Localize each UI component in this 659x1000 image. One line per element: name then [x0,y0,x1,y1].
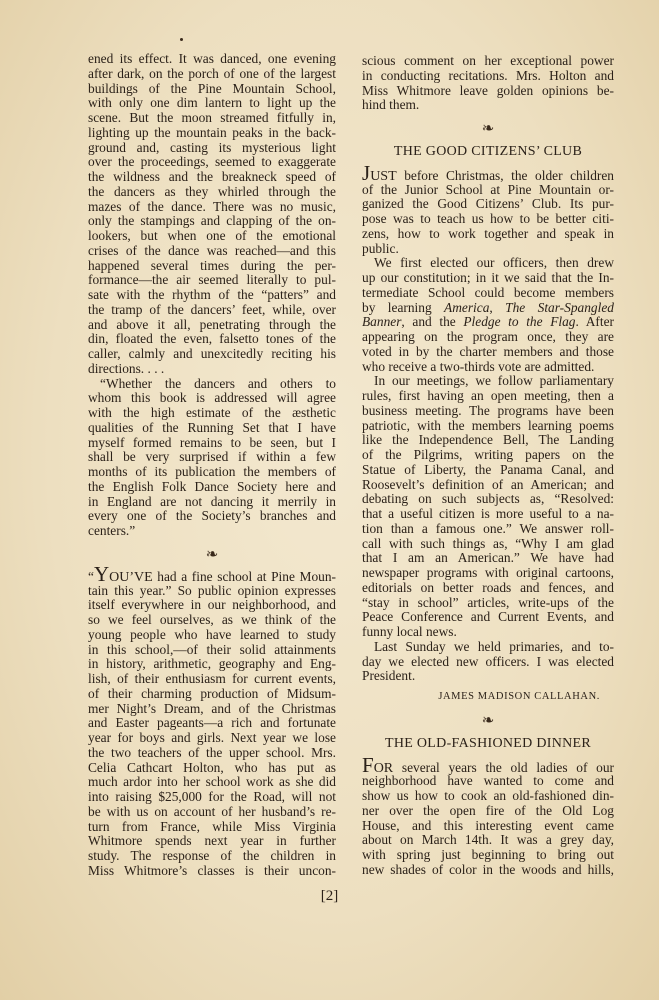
text-line: tain this year.” So public opinion expresses [88,582,336,598]
text-line: by learning America, The Star-Spangled [362,299,614,315]
text-line: We first elected our officers, then drew [374,255,614,271]
text-line: year for boys and girls. Next year we lose [88,730,336,745]
text-line: up our constitution; in it we said that the In- [362,270,614,285]
paragraph [362,256,614,374]
text-line: Last Sunday we held primaries, and to- [374,638,614,654]
section-heading: THE OLD-FASHIONED DINNER [384,735,592,751]
text-line: In our meetings, we follow parliamentary [374,373,614,389]
text-line: rules, first having an open meeting, then a [362,388,614,403]
paragraph [362,374,614,640]
text-line: ganized the Good Citizens’ Club. Its pur- [362,196,614,212]
text-line: with only one dim lantern to light up the [88,95,336,111]
text-line: Miss Whitmore leave golden opinions be- [362,82,614,98]
text-line: formance—the air seemed literally to pul- [88,272,336,288]
text-line: buildings of the Pine Mountain School, [88,80,336,96]
text-line: “stay in school” articles, write-ups of the [362,594,614,610]
text-line: new shades of color in the woods and hills, [362,861,614,877]
text-line: months of its publication the members of [88,464,336,479]
text-line: day we elected new officers. I was elected [362,653,614,669]
text-line: lookers, but when one of the emotional [88,228,336,243]
text-line: neighborhood have wanted to come and [362,773,614,789]
text-line: of the Junior School at Pine Mountain or- [362,181,614,197]
paragraph [88,377,336,539]
text-line: crises of the dance was reached—and this [88,242,336,258]
text-line: Celia Cathcart Holton, who has put as [88,759,336,775]
text-line: show us how to cook an old-fashioned din- [362,788,614,803]
text-line: and Easter pageants—a rich and fortunate [88,715,336,731]
paragraph [362,160,614,257]
left-column [88,52,336,879]
initial-capital: Y [93,561,110,586]
text-line: din, floated the even, falsetto tones of the [88,331,336,347]
text-line: so we feel ourselves, as we think of the [88,612,336,627]
text-line: into raising $25,000 for the Road, will not [88,789,336,804]
text-line: sate with the rhythm of the “patters” and [88,287,336,302]
paragraph [362,752,614,878]
text-line: directions. . . . [88,360,165,376]
text-line: Miss Whitmore’s classes is their uncon- [88,862,336,878]
text-line: hind them. [362,97,420,113]
text-line: the dancers as they whirled through the [88,183,336,199]
text-line: Whitmore spends next year in further [88,833,336,849]
text-line: mer Night’s Dream, and of the Christmas [88,700,336,716]
text-line: the tramp of the dancers’ feet, while, over [88,301,336,317]
text-line: Statue of Liberty, the Panama Canal, and [362,461,614,477]
initial-capital: J [362,160,371,185]
text-line: voted in by the charter members and those [362,343,614,359]
text-line: of the Pilgrims, writing papers on the [362,447,614,462]
fleuron-ornament-icon: ❧ [481,712,495,729]
ink-speck [180,38,183,41]
text-line: centers.” [88,523,136,538]
text-line: funny local news. [362,624,457,639]
text-line: House, and this interesting event came [362,817,614,833]
text-line: myself formed remains to be seen, but I [88,434,336,450]
text-line: tion than a famous one.” We answer roll- [362,520,614,536]
text-line: Peace Conference and Current Events, and [362,609,614,625]
text-line: scious comment on her exceptional power [362,53,614,68]
text-line: business meeting. The programs have been [362,402,614,418]
text-line: public. [362,240,399,256]
paragraph [362,54,614,113]
text-line: that a useful citizen is more useful to a na- [362,506,614,521]
text-line: JUST before Christmas, the older children [362,160,614,185]
text-line: “Whether the dancers and others to [100,375,336,391]
text-line: and above it all, penetrating through the [88,316,336,332]
text-line: about on March 14th. It was a grey day, [362,832,614,848]
text-line: debating on such subjects as, “Resolved: [362,491,614,507]
text-line: FOR several years the old ladies of our [362,752,614,777]
text-line: be with us on account of her husband’s re- [88,803,336,819]
text-line: in England are not dancing it merrily in [88,493,336,509]
text-line: shall be very surprised if within a few [88,449,336,465]
text-line: scene. But the moon streamed fitfully in, [88,110,336,125]
text-line: pose was to teach us how to be better citi- [362,211,614,226]
text-line: turn from France, while Miss Virginia [88,818,336,834]
text-line: Banner, and the Pledge to the Flag. After [362,314,614,330]
text-line: qualities of the Running Set that I have [88,419,336,435]
initial-capital: F [362,752,374,777]
text-line: “YOU’VE had a fine school at Pine Moun- [88,561,336,586]
text-line: study. The response of the children in [88,848,336,863]
text-line: patriotic, with the members learning poems [362,417,614,433]
text-line: mazes of the dance. There was no music, [88,198,336,214]
text-line: termediate School could become members [362,284,614,300]
text-line: call with such things as, “Why I am glad [362,535,614,551]
text-line: in conducting recitations. Mrs. Holton and [362,67,614,83]
text-line: happened several times during the per- [88,257,336,273]
text-line: with the high estimate of the æsthetic [88,405,336,420]
text-line: itself everywhere in our neighborhood, and [88,597,336,613]
text-line: every one of the Society’s branches and [88,508,336,524]
paragraph [88,52,336,377]
text-line: the wildness and the breakneck speed of [88,169,336,184]
page-number: [2] [320,888,339,904]
text-line: zens, how to work together and speak in [362,225,614,241]
text-line: appearing on the program once, they are [362,329,614,344]
right-column [362,54,614,878]
author-signature: JAMES MADISON CALLAHAN. [438,691,600,702]
text-line: with spring just beginning to bring out [362,847,614,862]
fleuron-ornament-icon: ❧ [481,121,495,137]
text-line: caller, calmly and unexcitedly reciting his [88,346,336,361]
text-line: who receive a two-thirds vote are admitted. [362,358,595,374]
text-line: in history, arithmetic, geography and Eng- [88,656,336,672]
text-line: of their charming production of Midsum- [88,685,336,701]
text-line: lish, of their enthusiasm for current events, [88,671,336,686]
text-line: in this school,—of their solid attainments [88,641,336,657]
paragraph [362,640,614,684]
text-line: that I am an American.” We have had [362,550,614,566]
text-line: Roosevelt’s definition of an American; and [362,476,614,492]
text-line: only the stampings and clapping of the on- [88,213,336,229]
text-line: President. [362,668,416,684]
text-line: much ardor into her school work as she did [88,774,336,790]
text-line: over the proceedings, seemed to exaggerate [88,154,336,170]
text-line: young people who have learned to study [88,626,336,642]
text-line: whom this book is addressed will agree [88,390,336,406]
section-heading: THE GOOD CITIZENS’ CLUB [393,144,583,159]
text-line: the English Folk Dance Society here and [88,478,336,494]
text-line: ground and, casting its mysterious light [88,139,336,155]
paragraph [88,561,336,879]
text-line: like the Independence Bell, The Landing [362,432,614,448]
text-line: the two teachers of the upper school. Mrs. [88,744,336,760]
text-line: newspaper programs with original cartoons, [362,565,614,580]
text-line: ner over the open fire of the Old Log [362,802,614,818]
fleuron-ornament-icon: ❧ [205,546,219,563]
text-line: lighting up the mountain peaks in the back- [88,124,336,140]
text-line: after dark, on the porch of one of the largest [88,65,336,81]
text-line: editorials on better roads and fences, and [362,579,614,595]
text-line: ened its effect. It was danced, one evening [88,51,336,66]
